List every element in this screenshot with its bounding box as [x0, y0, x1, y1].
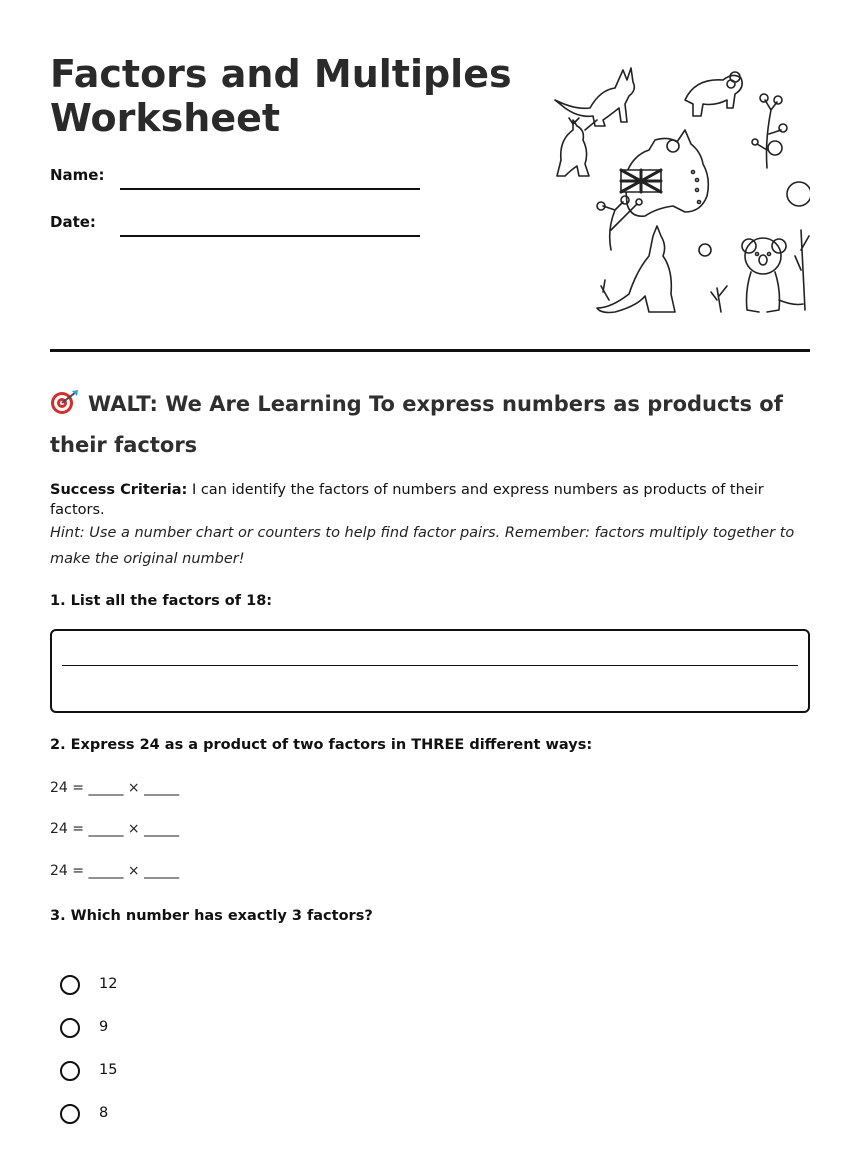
- option-label: 15: [99, 1062, 118, 1078]
- radio-button[interactable]: [60, 1018, 80, 1038]
- title-line-2: Worksheet: [50, 96, 281, 140]
- title-line-1: Factors and Multiples: [50, 52, 512, 96]
- radio-button[interactable]: [60, 1104, 80, 1124]
- option-12[interactable]: [60, 975, 260, 1001]
- option-label: 8: [99, 1105, 109, 1121]
- walt-heading: [50, 386, 810, 464]
- kangaroo-sitting-icon: [597, 226, 675, 313]
- kangaroo-icon: [555, 68, 634, 130]
- success-criteria: [50, 480, 810, 520]
- date-field[interactable]: [50, 213, 420, 243]
- worksheet-page: [50, 0, 810, 1161]
- option-label: 9: [99, 1019, 109, 1035]
- name-field[interactable]: [50, 166, 420, 196]
- question-2: 2. Express 24 as a product of two factors in THREE different ways:: [50, 737, 593, 753]
- equation-line-2[interactable]: 24 = _____ × _____: [50, 821, 180, 837]
- question-1: 1. List all the factors of 18:: [50, 593, 273, 609]
- wildflower-icon: [597, 196, 642, 250]
- name-label: Name:: [50, 166, 105, 184]
- koala-bottom-icon: [742, 238, 803, 312]
- australian-animals-illustration: [545, 60, 810, 322]
- date-line[interactable]: [120, 235, 420, 237]
- question-1-answer-box[interactable]: [50, 629, 810, 713]
- answer-line: [62, 665, 798, 666]
- success-criteria-label: Success Criteria:: [50, 482, 188, 498]
- hint-text: Hint: Use a number chart or counters to help find factor pairs. Remember: factors multiply together to make the original number!: [50, 525, 795, 567]
- radio-button[interactable]: [60, 975, 80, 995]
- date-label: Date:: [50, 213, 96, 231]
- sprout-icon: [711, 230, 809, 312]
- success-criteria-text: I can identify the factors of numbers and express numbers as products of their factors.: [50, 482, 764, 518]
- option-8[interactable]: [60, 1104, 260, 1130]
- walt-text: WALT: We Are Learning To express numbers as products of their factors: [50, 392, 783, 457]
- equation-line-3[interactable]: 24 = _____ × _____: [50, 863, 180, 879]
- worksheet-title: [50, 52, 520, 140]
- equation-line-1[interactable]: 24 = _____ × _____: [50, 780, 180, 796]
- radio-button[interactable]: [60, 1061, 80, 1081]
- bubble-icon: [667, 140, 810, 256]
- flower-icon: [752, 94, 787, 168]
- target-icon: [50, 389, 80, 427]
- name-line[interactable]: [120, 188, 420, 190]
- australia-map-icon: [621, 130, 708, 216]
- option-label: 12: [99, 976, 118, 992]
- option-15[interactable]: [60, 1061, 260, 1087]
- section-divider: [50, 349, 810, 352]
- koala-icon: [685, 72, 742, 116]
- meerkat-icon: [557, 118, 589, 176]
- option-9[interactable]: [60, 1018, 260, 1044]
- question-3: 3. Which number has exactly 3 factors?: [50, 908, 373, 924]
